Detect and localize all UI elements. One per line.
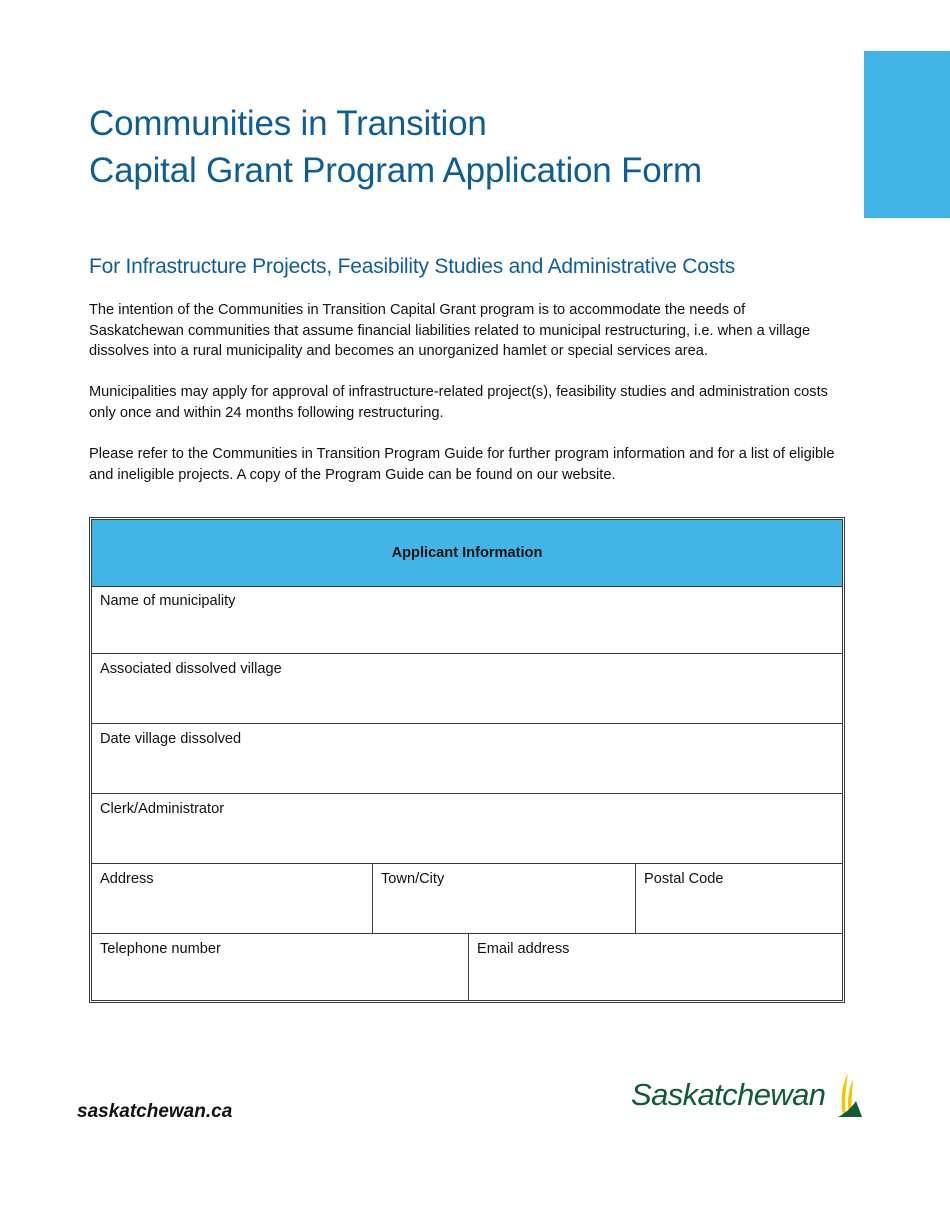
- postal-code-field[interactable]: [635, 864, 842, 933]
- wheat-sheaf-icon: [834, 1071, 864, 1119]
- page-subtitle: For Infrastructure Projects, Feasibility Studies and Administrative Costs: [89, 255, 735, 278]
- page-title: [89, 100, 702, 194]
- eligibility-paragraph: Municipalities may apply for approval of infrastructure-related project(s), feasibility studies and administration costs only once and within 24 months following restructuring.: [89, 384, 828, 421]
- program-guide-paragraph: Please refer to the Communities in Transition Program Guide for further program information and for a list of eligible and ineligible projects. A copy of the Program Guide can be found on our website.: [89, 446, 835, 483]
- form-header: Applicant Information: [92, 520, 842, 587]
- clerk-label: Clerk/Administrator: [100, 801, 225, 817]
- clerk-row: [92, 794, 842, 864]
- email-label: Email address: [477, 941, 570, 957]
- municipality-field[interactable]: [92, 586, 842, 653]
- title-line-2: Capital Grant Program Application Form: [89, 151, 702, 190]
- municipality-row: [92, 586, 842, 654]
- corner-accent-block: [864, 51, 950, 218]
- clerk-field[interactable]: [92, 794, 842, 863]
- intro-paragraph: The intention of the Communities in Transition Capital Grant program is to accommodate the needs of Saskatchewan communities that assume financial liabilities related to municipal restructuring, i.e. when a village dissolves into a rural municipality and becomes an unorganized hamlet or special services area.: [89, 302, 811, 360]
- date-dissolved-field[interactable]: [92, 724, 842, 793]
- contact-row: [92, 934, 842, 1000]
- date-dissolved-label: Date village dissolved: [100, 731, 242, 747]
- town-city-label: Town/City: [381, 871, 445, 887]
- dissolved-village-field[interactable]: [92, 654, 842, 723]
- footer-website-link[interactable]: saskatchewan.ca: [77, 1101, 233, 1122]
- telephone-field[interactable]: [92, 934, 468, 1000]
- address-row: [92, 864, 842, 934]
- telephone-label: Telephone number: [100, 941, 221, 957]
- postal-code-label: Postal Code: [644, 871, 724, 887]
- dissolved-village-label: Associated dissolved village: [100, 661, 282, 677]
- saskatchewan-logo: [631, 1071, 863, 1123]
- dissolved-village-row: [92, 654, 842, 724]
- date-dissolved-row: [92, 724, 842, 794]
- town-city-field[interactable]: [372, 864, 635, 933]
- title-line-1: Communities in Transition: [89, 104, 487, 143]
- address-field[interactable]: [92, 864, 372, 933]
- logo-wordmark: Saskatchewan: [631, 1077, 826, 1112]
- applicant-information-form: [89, 517, 845, 1003]
- email-field[interactable]: [468, 934, 842, 1000]
- address-label: Address: [100, 871, 154, 887]
- municipality-label: Name of municipality: [100, 593, 236, 609]
